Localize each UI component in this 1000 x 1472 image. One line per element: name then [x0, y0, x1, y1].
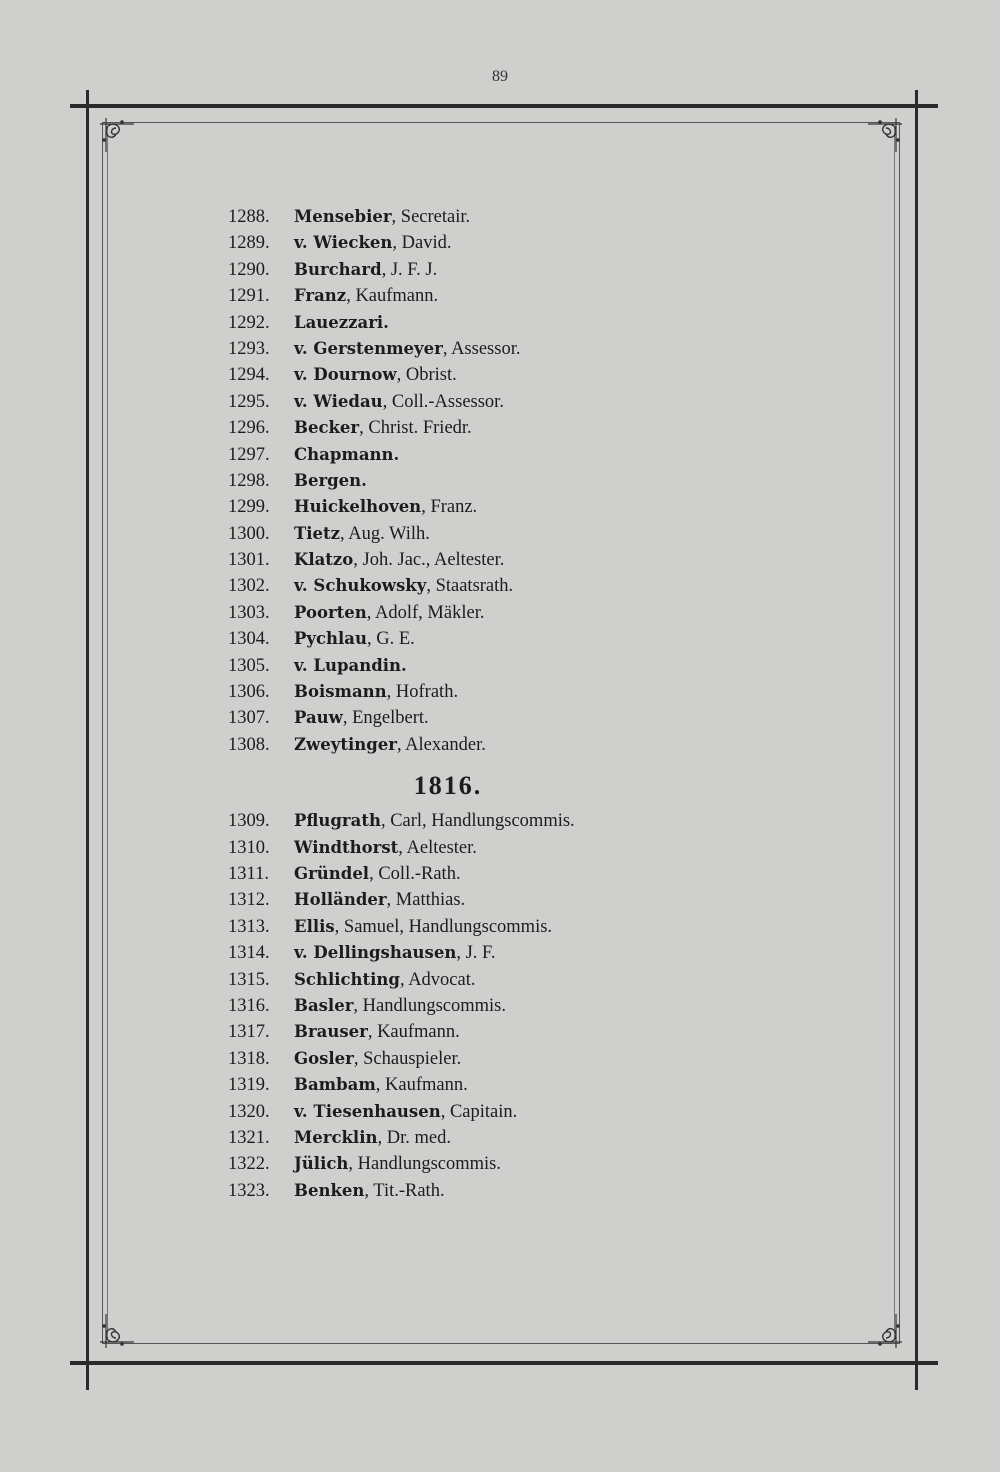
entry-number: 1292. [228, 312, 270, 333]
list-item [228, 521, 748, 547]
entry-number: 1300. [228, 523, 270, 544]
frame-rule-top [70, 104, 938, 108]
entry-details: , Capitain. [440, 1101, 518, 1122]
entry-name: Windthorst [294, 837, 399, 857]
list-item [228, 494, 748, 520]
entry-name: Ellis [294, 916, 335, 936]
entry-name: Mensebier [294, 207, 392, 226]
entry-name: Franz [294, 286, 347, 306]
list-item [228, 362, 748, 388]
entry-number: 1314. [228, 943, 270, 964]
entry-name: Pychlau [294, 629, 367, 649]
list-item [228, 861, 748, 887]
entry-name: Pauw [294, 708, 343, 728]
list-item [228, 1178, 748, 1204]
list-item [228, 887, 748, 913]
entry-details: , Christ. Friedr. [359, 418, 472, 439]
member-group-1816 [228, 808, 748, 1204]
entry-details: , Franz. [421, 497, 478, 518]
list-item [228, 705, 748, 731]
list-item [228, 442, 748, 468]
corner-ornament-icon [866, 1312, 904, 1350]
entry-number: 1317. [228, 1022, 270, 1043]
entry-number: 1307. [228, 708, 270, 729]
entry-number: 1311. [228, 863, 269, 884]
corner-ornament-icon [98, 116, 136, 154]
entry-number: 1297. [228, 444, 270, 465]
list-item [228, 1099, 748, 1125]
entry-details: , Coll.-Rath. [369, 863, 461, 884]
entry-name: Poorten [294, 602, 367, 622]
entry-name: Huickelhoven [294, 497, 422, 517]
entry-name: Tietz [294, 523, 341, 543]
entry-number: 1301. [228, 550, 270, 571]
entry-name: Gosler [294, 1048, 354, 1068]
entry-number: 1323. [228, 1180, 270, 1201]
entry-details: , Engelbert. [342, 708, 429, 729]
entry-details: , J. F. [456, 943, 496, 964]
entry-name: v. Tiesenhausen [294, 1101, 441, 1121]
list-item [228, 679, 748, 705]
entry-name: Boismann [294, 682, 387, 702]
list-item [228, 940, 748, 966]
list-item [228, 993, 748, 1019]
entry-details: , Kaufmann. [367, 1022, 460, 1043]
entry-number: 1321. [228, 1127, 270, 1148]
page-number: 89 [492, 68, 508, 85]
list-item [228, 1046, 748, 1072]
entry-number: 1290. [228, 259, 270, 280]
entry-number: 1316. [228, 995, 270, 1016]
entry-name: v. Wiecken [294, 233, 393, 253]
entry-number: 1295. [228, 391, 270, 412]
list-item [228, 732, 748, 758]
entry-number: 1291. [228, 286, 270, 307]
list-item [228, 1125, 748, 1151]
entry-details: , Coll.-Assessor. [382, 391, 504, 412]
entry-details: , Samuel, Handlungscommis. [334, 916, 553, 937]
entry-name: Lauezzari. [294, 312, 389, 332]
entry-name: Jülich [294, 1154, 349, 1174]
list-item [228, 1072, 748, 1098]
entry-number: 1313. [228, 916, 270, 937]
list-item [228, 653, 748, 679]
entry-number: 1296. [228, 418, 270, 439]
entry-details: , Dr. med. [377, 1127, 451, 1148]
entry-details: , Assessor. [442, 338, 521, 359]
entry-details: , Alexander. [396, 734, 486, 755]
list-item [228, 468, 748, 494]
entry-details: , Kaufmann. [346, 286, 439, 307]
entry-number: 1310. [228, 837, 270, 858]
entry-name: Benken [294, 1180, 365, 1200]
entry-details: , Aug. Wilh. [340, 523, 430, 544]
entry-number: 1294. [228, 365, 270, 386]
entry-name: v. Lupandin. [294, 655, 407, 675]
entry-number: 1289. [228, 233, 270, 254]
frame-rule-right [915, 90, 918, 1390]
entry-number: 1320. [228, 1101, 270, 1122]
entry-name: Becker [294, 418, 360, 438]
member-group-before-1816 [228, 204, 748, 758]
entry-details: , Hofrath. [386, 682, 459, 703]
list-item [228, 573, 748, 599]
entry-details: , Advocat. [399, 969, 476, 990]
entry-name: v. Schukowsky [294, 576, 427, 596]
list-item [228, 204, 748, 230]
entry-details: , David. [392, 233, 452, 254]
entry-name: v. Wiedau [294, 391, 383, 411]
list-item [228, 336, 748, 362]
entry-number: 1288. [228, 207, 270, 227]
entry-name: Basler [294, 995, 354, 1015]
entry-number: 1293. [228, 338, 270, 359]
list-item [228, 547, 748, 573]
entry-details: , Aeltester. [398, 837, 477, 858]
entry-details: , Handlungscommis. [348, 1154, 502, 1175]
entry-number: 1303. [228, 602, 270, 623]
entry-number: 1306. [228, 682, 270, 703]
list-item [228, 283, 748, 309]
entry-number: 1304. [228, 629, 270, 650]
entry-name: Bergen. [294, 470, 367, 490]
list-item [228, 808, 748, 834]
member-list [228, 204, 748, 1204]
entry-details: , Tit.-Rath. [364, 1180, 445, 1201]
list-item [228, 310, 748, 336]
list-item [228, 389, 748, 415]
frame-rule-left [86, 90, 89, 1390]
entry-name: Pflugrath [294, 811, 381, 831]
entry-name: Klatzo [294, 550, 354, 570]
entry-number: 1312. [228, 890, 270, 911]
entry-details: , Carl, Handlungscommis. [380, 811, 575, 832]
entry-name: Zweytinger [294, 734, 397, 754]
list-item [228, 230, 748, 256]
frame-rule-bottom [70, 1361, 938, 1365]
list-item [228, 626, 748, 652]
entry-details: , Handlungscommis. [353, 995, 507, 1016]
entry-number: 1318. [228, 1048, 270, 1069]
list-item [228, 1151, 748, 1177]
list-item [228, 600, 748, 626]
list-item [228, 835, 748, 861]
year-heading: 1816. [413, 771, 483, 801]
entry-details: , Staatsrath. [426, 576, 514, 597]
entry-number: 1298. [228, 470, 270, 491]
entry-name: Holländer [294, 890, 387, 910]
entry-name: Gründel [294, 863, 370, 883]
entry-number: 1309. [228, 811, 270, 832]
entry-number: 1319. [228, 1075, 270, 1096]
entry-details: , Adolf, Mäkler. [366, 602, 485, 623]
entry-details: , J. F. J. [381, 259, 438, 280]
list-item [228, 967, 748, 993]
entry-details: , Kaufmann. [375, 1075, 468, 1096]
entry-number: 1315. [228, 969, 270, 990]
entry-name: v. Dournow [294, 365, 397, 385]
entry-details: , Matthias. [386, 890, 466, 911]
entry-number: 1302. [228, 576, 270, 597]
entry-details: , Secretair. [391, 207, 471, 227]
corner-ornament-icon [98, 1312, 136, 1350]
entry-name: v. Gerstenmeyer [294, 338, 443, 358]
entry-details: , Schauspieler. [353, 1048, 462, 1069]
entry-name: v. Dellingshausen [294, 943, 457, 963]
entry-name: Mercklin [294, 1127, 378, 1147]
entry-number: 1299. [228, 497, 270, 518]
entry-name: Schlichting [294, 969, 400, 989]
entry-name: Bambam [294, 1075, 376, 1095]
entry-number: 1305. [228, 655, 270, 676]
entry-name: Burchard [294, 259, 382, 279]
entry-number: 1322. [228, 1154, 270, 1175]
entry-details: , Joh. Jac., Aeltester. [353, 550, 505, 571]
list-item [228, 415, 748, 441]
entry-details: , Obrist. [396, 365, 457, 386]
list-item [228, 914, 748, 940]
corner-ornament-icon [866, 116, 904, 154]
entry-name: Chapmann. [294, 444, 400, 464]
entry-name: Brauser [294, 1022, 368, 1042]
list-item [228, 1019, 748, 1045]
entry-number: 1308. [228, 734, 270, 755]
list-item [228, 257, 748, 283]
entry-details: , G. E. [367, 629, 415, 650]
